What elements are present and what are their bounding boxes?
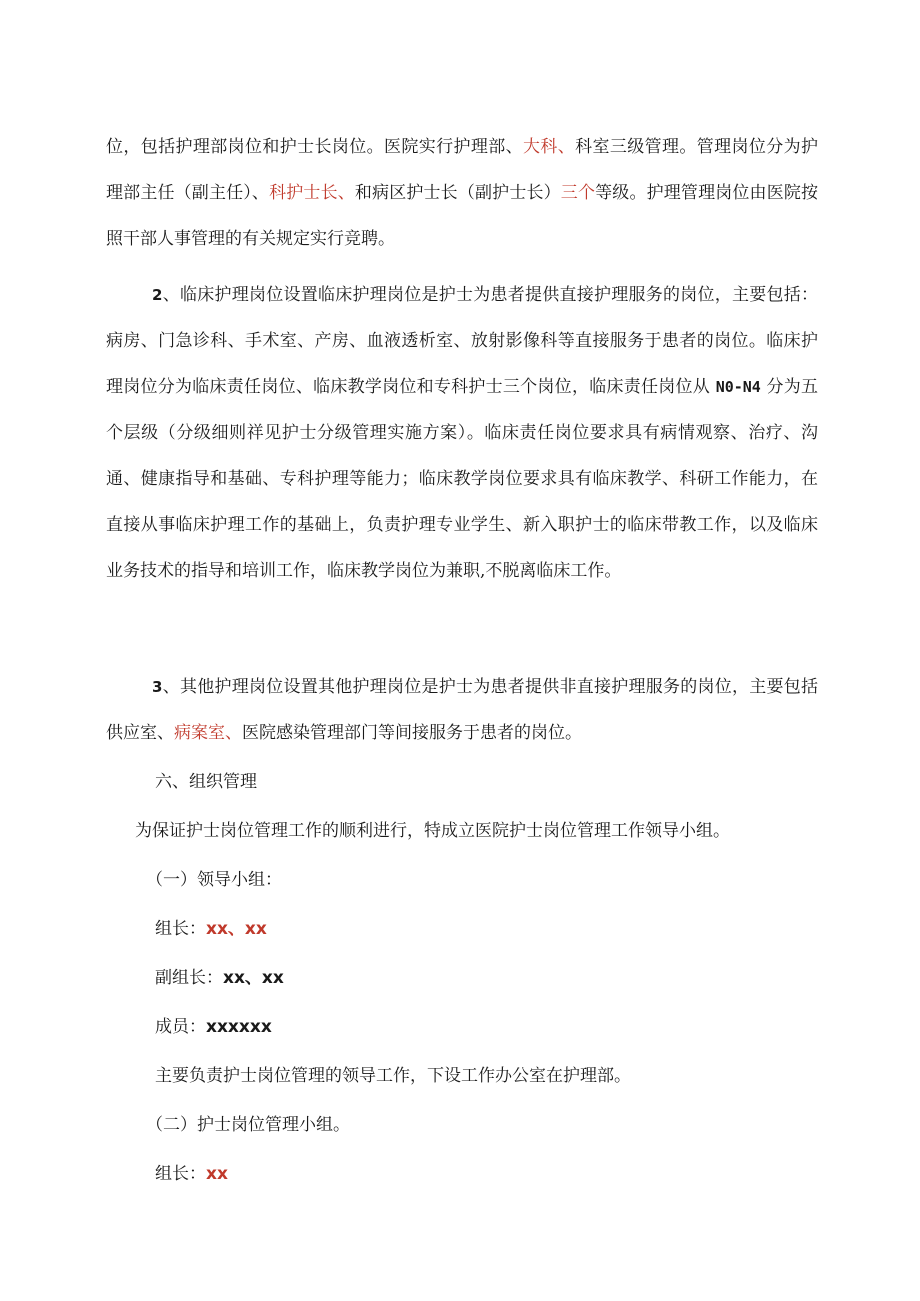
purpose-text: 为保证护士岗位管理工作的顺利进行，特成立医院护士岗位管理工作领导小组。 [135, 821, 730, 841]
field-value: xxxxxx [206, 1017, 272, 1037]
field-label: 成员： [155, 1017, 206, 1037]
duty-text: 主要负责护士岗位管理的领导工作，下设工作办公室在护理部。 [155, 1066, 631, 1086]
level-code: N0-N4 [715, 378, 761, 396]
field-value: xx [206, 1164, 228, 1184]
paragraph-management-posts [106, 124, 818, 262]
members-row [155, 1015, 272, 1039]
highlight-text: 大科、 [523, 137, 576, 157]
section-heading: 六、组织管理 [155, 772, 257, 792]
highlight-text: 科护士长、 [269, 183, 355, 203]
text-segment: 、临床护理岗位设置临床护理岗位是护士为患者提供直接护理服务的岗位，主要包括：病房、门急诊科、手术室、产房、血液透析室、放射影像科等直接服务于患者的岗位。临床护理岗位分为临床责任岗位、临床教学岗位和专科护士三个岗位，临床责任岗位从 [106, 285, 818, 397]
field-label: 副组长： [155, 968, 223, 988]
highlight-text: 病案室、 [174, 723, 242, 743]
text-segment: 等级。护理管理岗位由医院按照干部人事管理的有关规定实行竞聘。 [106, 183, 819, 249]
subsection-heading-nurse-group: （二）护士岗位管理小组。 [146, 1115, 350, 1135]
field-label: 组长： [155, 1164, 206, 1184]
field-value: xx、xx [223, 968, 284, 988]
text-segment: 、其他护理岗位设置其他护理岗位是护士为患者提供非直接护理服务的岗位，主要包括供应室、 [106, 677, 818, 743]
leader-row [155, 917, 267, 941]
field-value: xx、xx [206, 919, 267, 939]
item-number: 3 [152, 678, 163, 696]
paragraph-other-posts [106, 664, 818, 756]
text-segment: 位，包括护理部岗位和护士长岗位。医院实行护理部、 [106, 137, 523, 157]
paragraph-clinical-posts [106, 272, 818, 594]
subsection-heading-leadership: （一）领导小组： [146, 870, 282, 890]
deputy-leader-row [155, 966, 284, 990]
highlight-text: 三个 [560, 183, 596, 203]
text-segment: 和病区护士长（副护士长） [354, 183, 561, 203]
text-segment: 医院感染管理部门等间接服务于患者的岗位。 [242, 723, 582, 743]
text-segment: 科室三级管理。管理岗位分为护理部主任（副主任）、 [106, 137, 818, 203]
field-label: 组长： [155, 919, 206, 939]
text-segment: 分为五个层级（分级细则祥见护士分级管理实施方案）。临床责任岗位要求具有病情观察、治疗、沟通、健康指导和基础、专科护理等能力；临床教学岗位要求具有临床教学、科研工作能力，在直接从事临床护理工作的基础上，负责护理专业学生、新入职护士的临床带教工作，以及临床业务技术的指导和培训工作，临床教学岗位为兼职,不脱离临床工作。 [106, 377, 819, 581]
item-number: 2 [152, 286, 163, 304]
group2-leader-row [155, 1162, 228, 1186]
